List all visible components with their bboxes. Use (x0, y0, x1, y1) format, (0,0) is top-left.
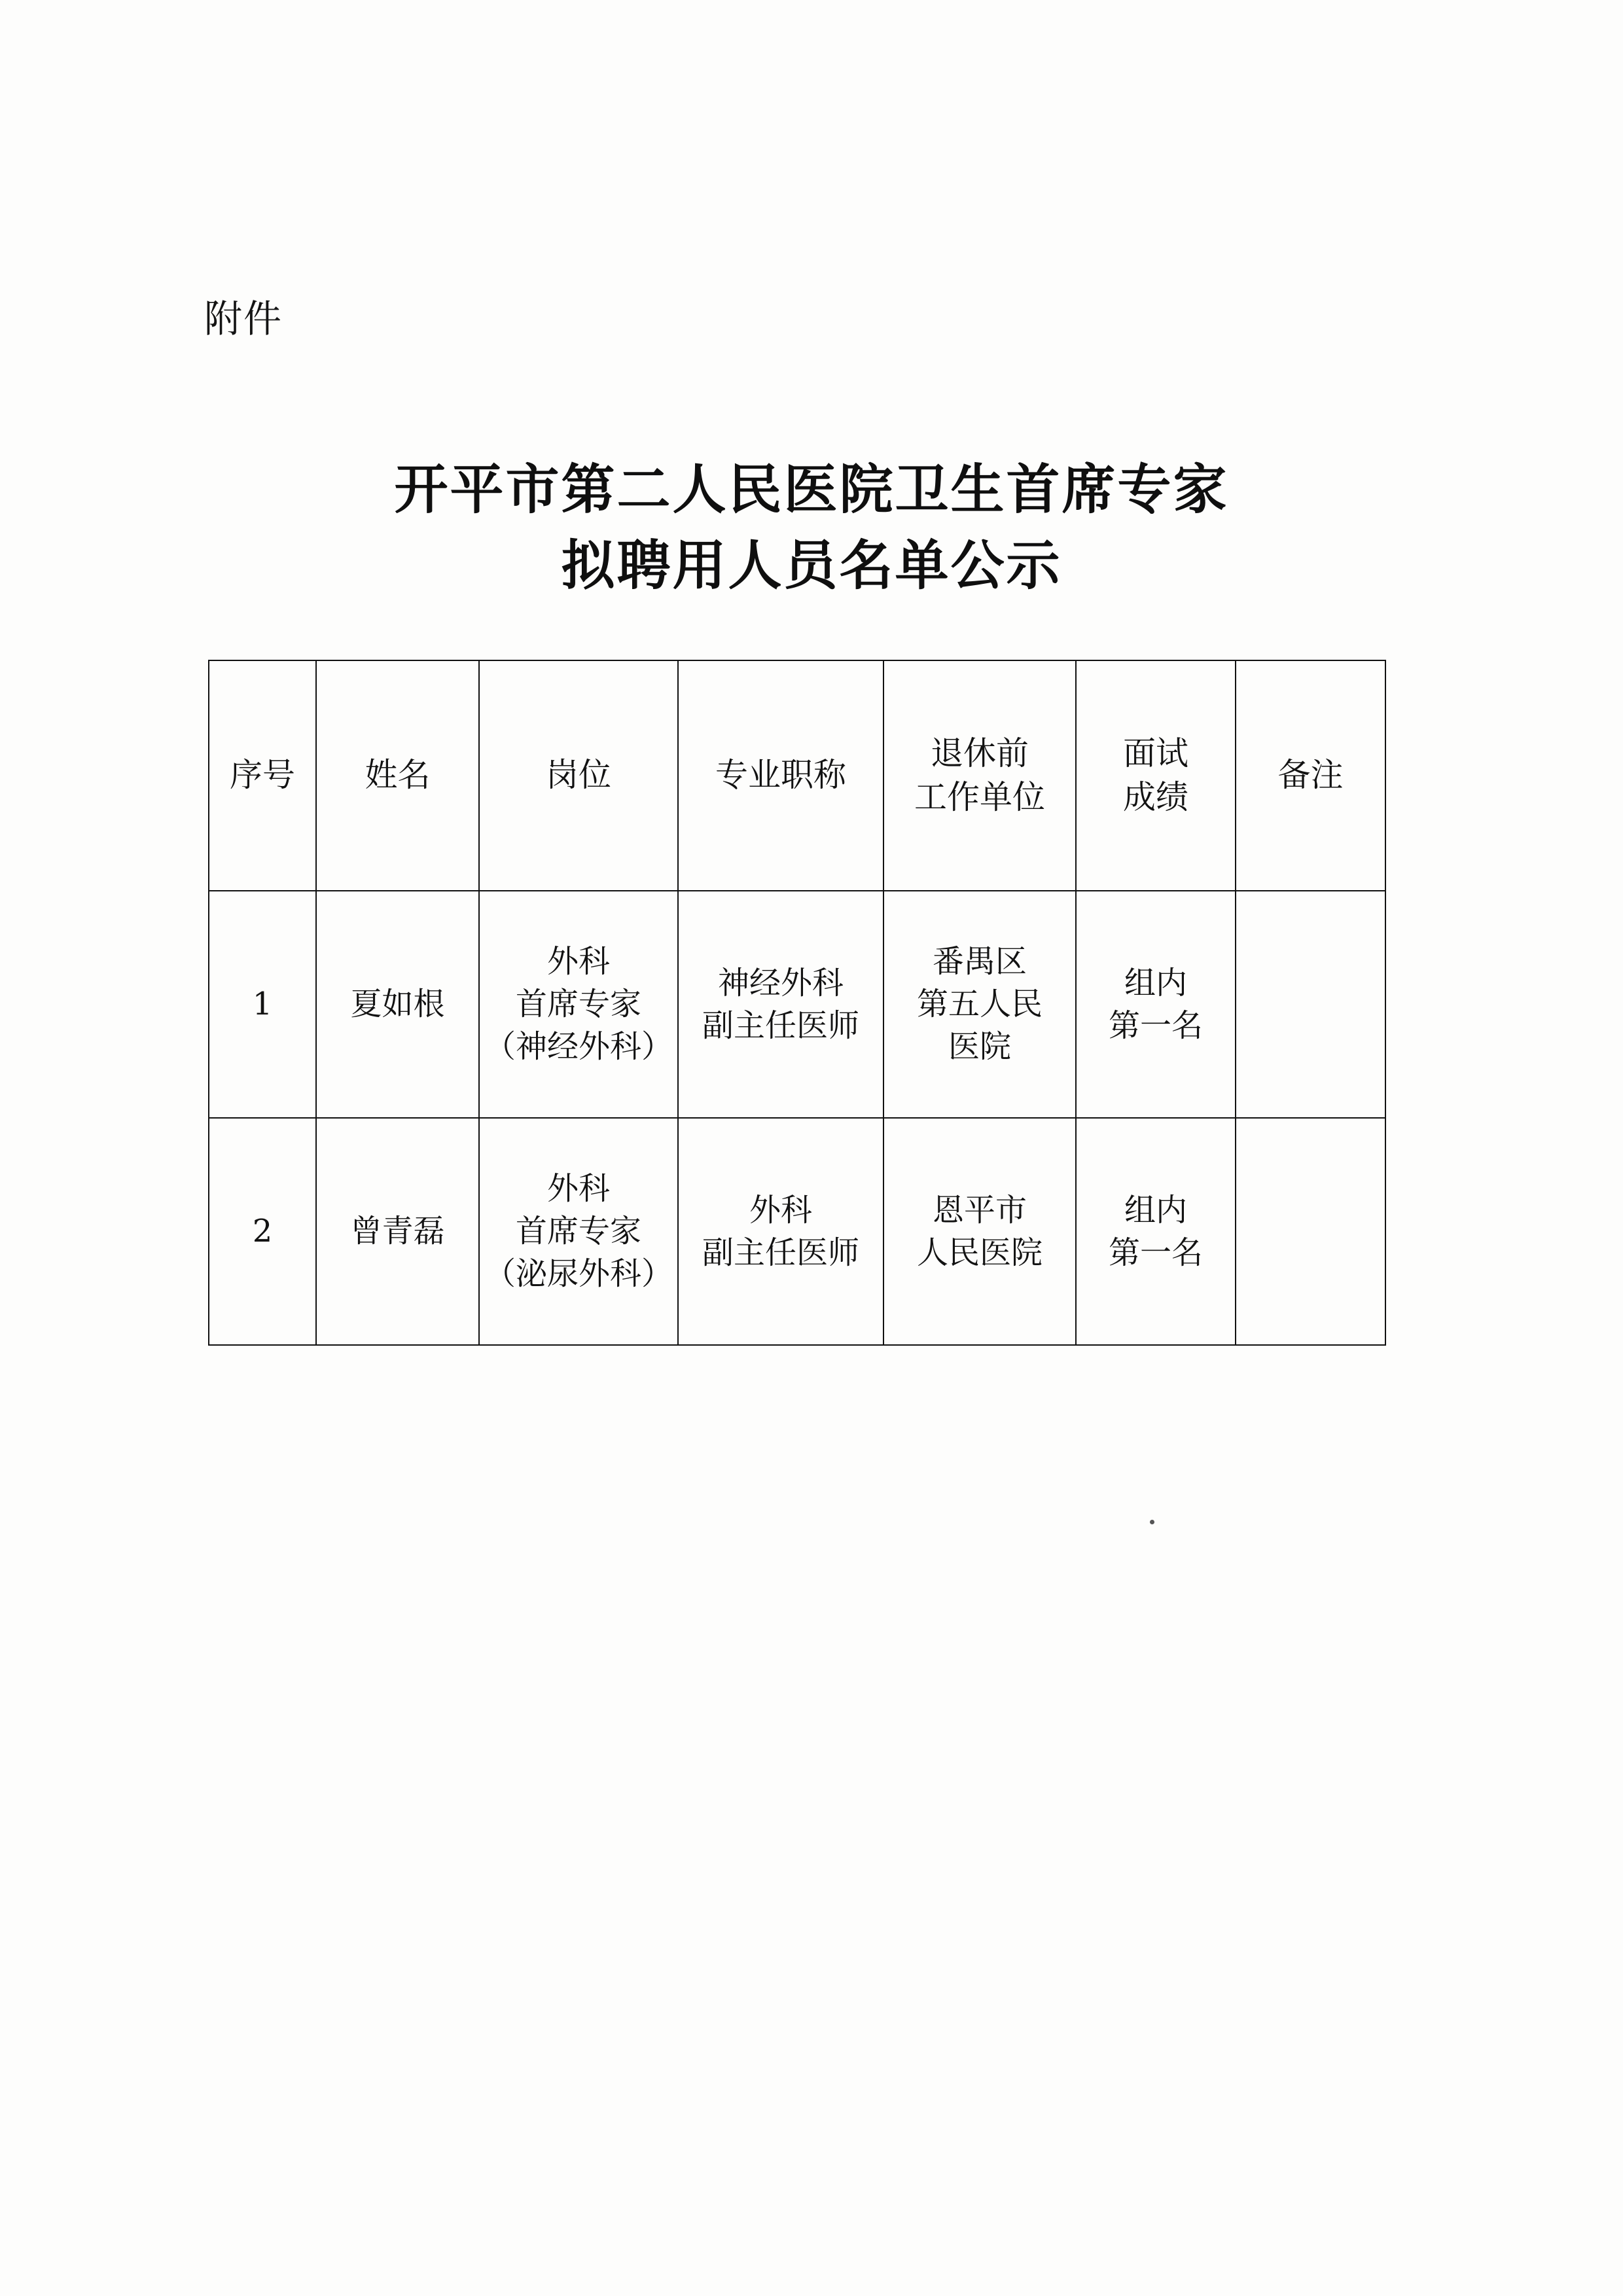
column-header-interview-score (1076, 660, 1236, 891)
column-header-former-unit-line-1: 退休前 (931, 734, 1029, 772)
cell-post-line-3: （泌尿外科） (484, 1255, 673, 1292)
cell-professional-title (678, 891, 883, 1118)
column-header-former-unit-line-2: 工作单位 (914, 778, 1045, 816)
cell-post-line-1: 外科 (546, 943, 610, 980)
column-header-professional-title: 专业职称 (678, 660, 883, 891)
cell-professional-title-line-1: 神经外科 (717, 964, 844, 1001)
cell-former-unit (883, 891, 1076, 1118)
cell-professional-title-line-2: 副主任医师 (702, 1007, 859, 1044)
cell-interview-score-line-1: 组内 (1124, 964, 1187, 1001)
cell-professional-title (678, 1118, 883, 1345)
cell-post-line-2: 首席专家 (515, 1213, 641, 1250)
cell-professional-title-line-2: 副主任医师 (702, 1234, 859, 1271)
column-header-post: 岗位 (479, 660, 678, 891)
table-row (209, 1118, 1385, 1345)
cell-interview-score (1076, 1118, 1236, 1345)
page-title (0, 452, 1623, 604)
cell-interview-score-line-1: 组内 (1124, 1191, 1187, 1229)
column-header-remark: 备注 (1236, 660, 1385, 891)
stray-ink-mark (1150, 1520, 1154, 1524)
cell-former-unit-line-1: 恩平市 (932, 1191, 1027, 1229)
candidates-table (208, 660, 1386, 1346)
cell-interview-score (1076, 891, 1236, 1118)
page-title-line-1: 开平市第二人民医院卫生首席专家 (394, 458, 1229, 521)
cell-post (479, 891, 678, 1118)
column-header-no: 序号 (209, 660, 316, 891)
cell-post-line-1: 外科 (546, 1170, 610, 1208)
table-header-row (209, 660, 1385, 891)
cell-professional-title-line-1: 外科 (749, 1191, 812, 1229)
cell-former-unit-line-2: 人民医院 (916, 1234, 1043, 1271)
column-header-former-unit (883, 660, 1076, 891)
cell-post-line-3: （神经外科） (484, 1028, 673, 1065)
cell-interview-score-line-2: 第一名 (1108, 1007, 1203, 1044)
cell-remark (1236, 891, 1385, 1118)
cell-no: 1 (209, 891, 316, 1118)
attachment-label: 附件 (204, 296, 283, 341)
cell-no: 2 (209, 1118, 316, 1345)
cell-former-unit-line-1: 番禺区 (932, 943, 1027, 980)
table-row (209, 891, 1385, 1118)
cell-post (479, 1118, 678, 1345)
cell-former-unit-line-3: 医院 (948, 1028, 1011, 1065)
cell-former-unit (883, 1118, 1076, 1345)
cell-remark (1236, 1118, 1385, 1345)
page-title-line-2: 拟聘用人员名单公示 (561, 534, 1062, 598)
cell-name: 曾青磊 (316, 1118, 479, 1345)
cell-name: 夏如根 (316, 891, 479, 1118)
column-header-interview-score-line-2: 成绩 (1123, 778, 1188, 816)
cell-post-line-2: 首席专家 (515, 986, 641, 1023)
cell-interview-score-line-2: 第一名 (1108, 1234, 1203, 1271)
cell-former-unit-line-2: 第五人民 (916, 986, 1043, 1023)
column-header-interview-score-line-1: 面试 (1123, 734, 1188, 772)
column-header-name: 姓名 (316, 660, 479, 891)
